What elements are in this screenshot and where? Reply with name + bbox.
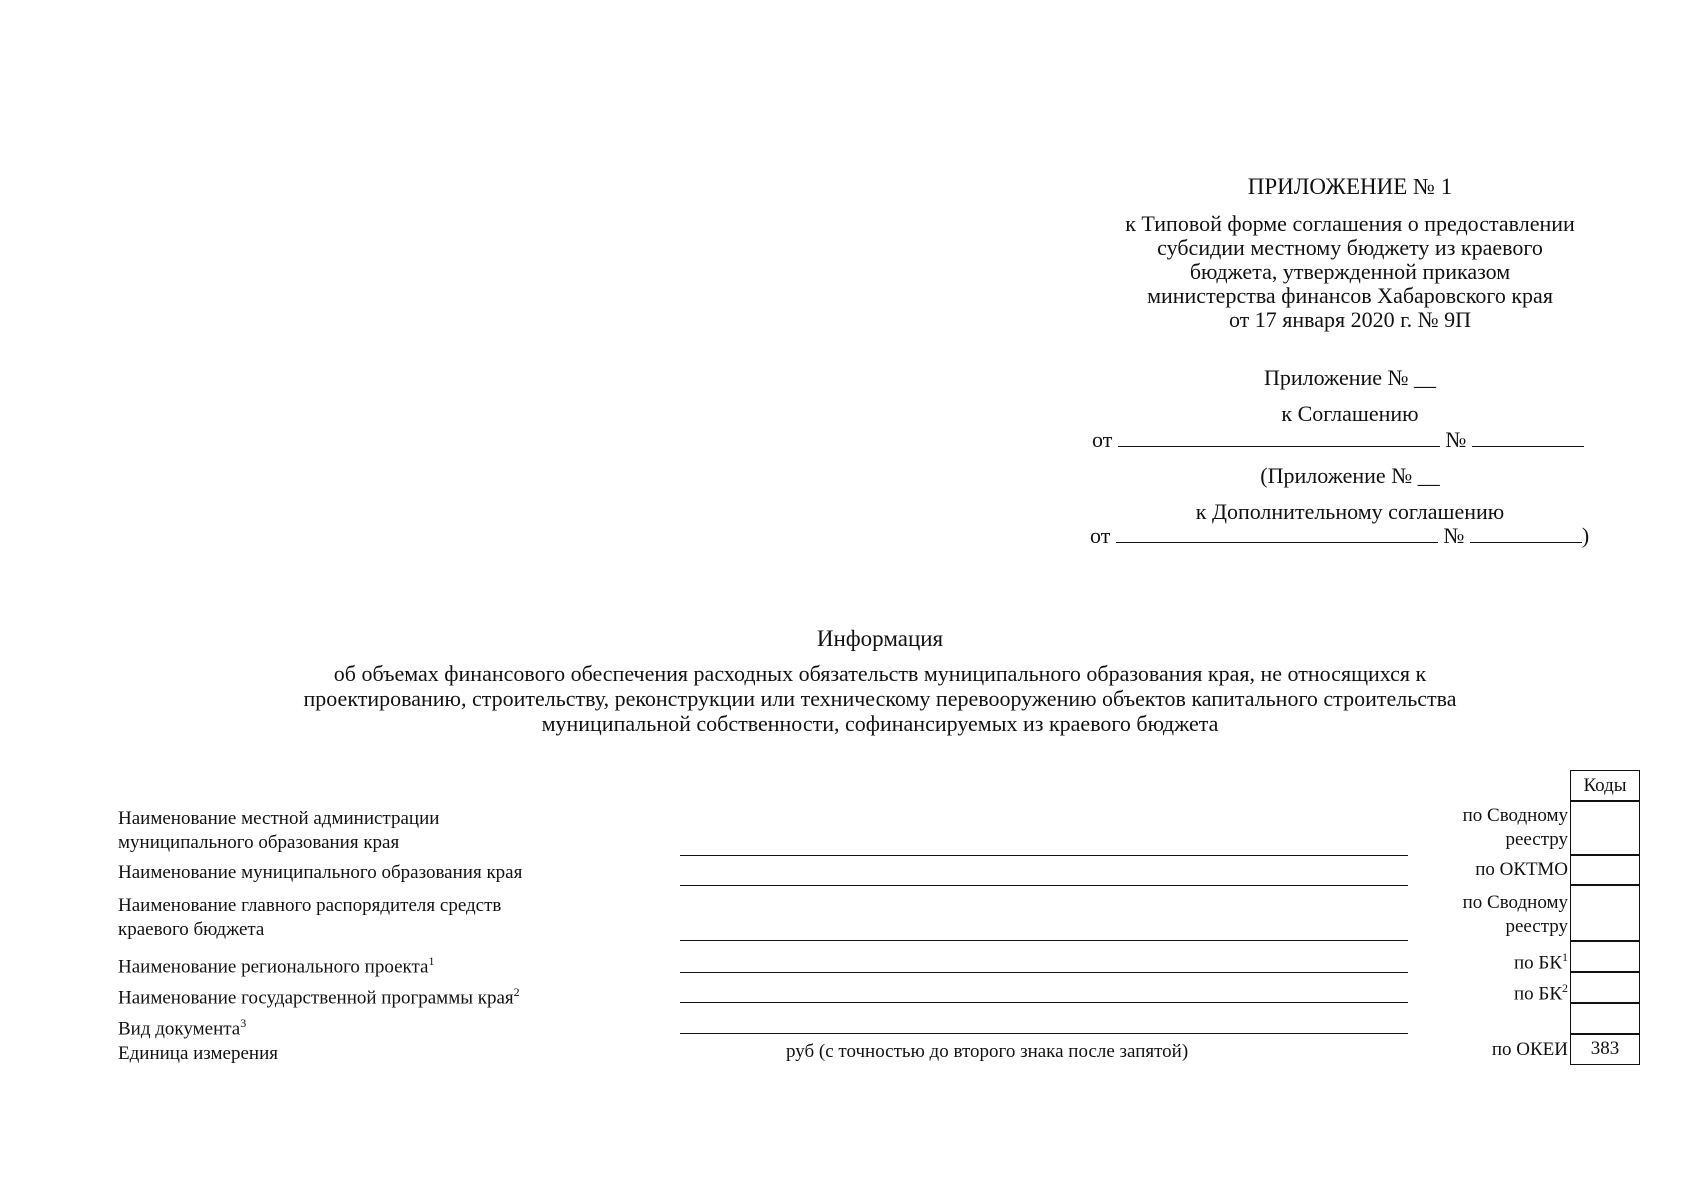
number-label: № — [1445, 427, 1467, 452]
add-agreement-date-field[interactable] — [1116, 524, 1438, 543]
appendix-line-4: министерства финансов Хабаровского края — [1147, 283, 1553, 308]
add-from-label: от — [1090, 523, 1111, 548]
add-agreement-from-row — [1090, 524, 1589, 548]
appendix-line-5: от 17 января 2020 г. № 9П — [1228, 307, 1472, 332]
row5-code-cell[interactable] — [1570, 971, 1640, 1004]
row5-label: Наименование государственной программы края$^2$ — [118, 985, 520, 1009]
from-label: от — [1092, 427, 1113, 452]
row1-right-2: реестру — [1505, 829, 1568, 850]
add-close-paren: ) — [1581, 523, 1590, 548]
info-desc-2: проектированию, строительству, реконструкции или техническому перевооружению объектов капитального строительства — [303, 686, 1457, 711]
row7-label: Единица измерения — [118, 1043, 278, 1064]
row2-right: по ОКТМО — [1475, 859, 1568, 880]
row5-input-line[interactable] — [680, 1002, 1408, 1003]
row7-right: по ОКЕИ — [1491, 1039, 1568, 1060]
row6-code-cell[interactable] — [1570, 1002, 1640, 1035]
appendix-line-2: субсидии местному бюджету из краевого — [1157, 235, 1543, 260]
row2-input-line[interactable] — [680, 885, 1408, 886]
row4-label: Наименование регионального проекта$^1$ — [118, 954, 435, 978]
add-agreement-app-no: (Приложение № __ — [1260, 463, 1440, 488]
row1-right-1: по Сводному — [1462, 805, 1568, 826]
row2-label: Наименование муниципального образования края — [118, 862, 523, 883]
agreement-number-field[interactable] — [1472, 428, 1584, 447]
add-agreement-to: к Дополнительному соглашению — [1195, 499, 1505, 524]
row6-label: Вид документа$^3$ — [118, 1016, 247, 1040]
add-number-label: № — [1443, 523, 1465, 548]
row1-input-line[interactable] — [680, 855, 1408, 856]
row6-input-line[interactable] — [680, 1033, 1408, 1034]
agreement-date-field[interactable] — [1118, 428, 1440, 447]
row3-right-2: реестру — [1505, 916, 1568, 937]
codes-header: Коды — [1570, 770, 1640, 802]
row5-right: по $БК^2$ — [1513, 981, 1568, 1005]
agreement-to: к Соглашению — [1281, 401, 1419, 426]
appendix-line-3: бюджета, утвержденной приказом — [1189, 259, 1511, 284]
agreement-from-row — [1092, 428, 1584, 452]
row4-input-line[interactable] — [680, 972, 1408, 973]
row3-input-line[interactable] — [680, 940, 1408, 941]
row1-code-cell[interactable] — [1570, 800, 1640, 856]
info-desc-3: муниципальной собственности, софинансируемых из краевого бюджета — [541, 711, 1219, 736]
info-title: Информация — [816, 626, 944, 651]
row3-label-1: Наименование главного распорядителя средств — [118, 895, 502, 916]
row2-code-cell[interactable] — [1570, 854, 1640, 886]
agreement-app-no: Приложение № __ — [1263, 365, 1437, 390]
add-agreement-number-field[interactable] — [1470, 524, 1582, 543]
row4-code-cell[interactable] — [1570, 940, 1640, 973]
info-desc-1: об объемах финансового обеспечения расходных обязательств муниципального образования края, не относящихся к — [333, 661, 1427, 686]
appendix-line-1: к Типовой форме соглашения о предоставлении — [1125, 211, 1575, 236]
appendix-title: ПРИЛОЖЕНИЕ № 1 — [1247, 174, 1453, 199]
row4-right: по $БК^1$ — [1513, 950, 1568, 974]
row3-label-2: краевого бюджета — [118, 919, 265, 940]
row7-code-cell[interactable]: 383 — [1570, 1033, 1640, 1065]
row1-label-2: муниципального образования края — [118, 832, 400, 853]
unit-value: руб (с точностью до второго знака после запятой) — [786, 1041, 1189, 1062]
row3-right-1: по Сводному — [1462, 892, 1568, 913]
row1-label-1: Наименование местной администрации — [118, 808, 440, 829]
row3-code-cell[interactable] — [1570, 884, 1640, 942]
